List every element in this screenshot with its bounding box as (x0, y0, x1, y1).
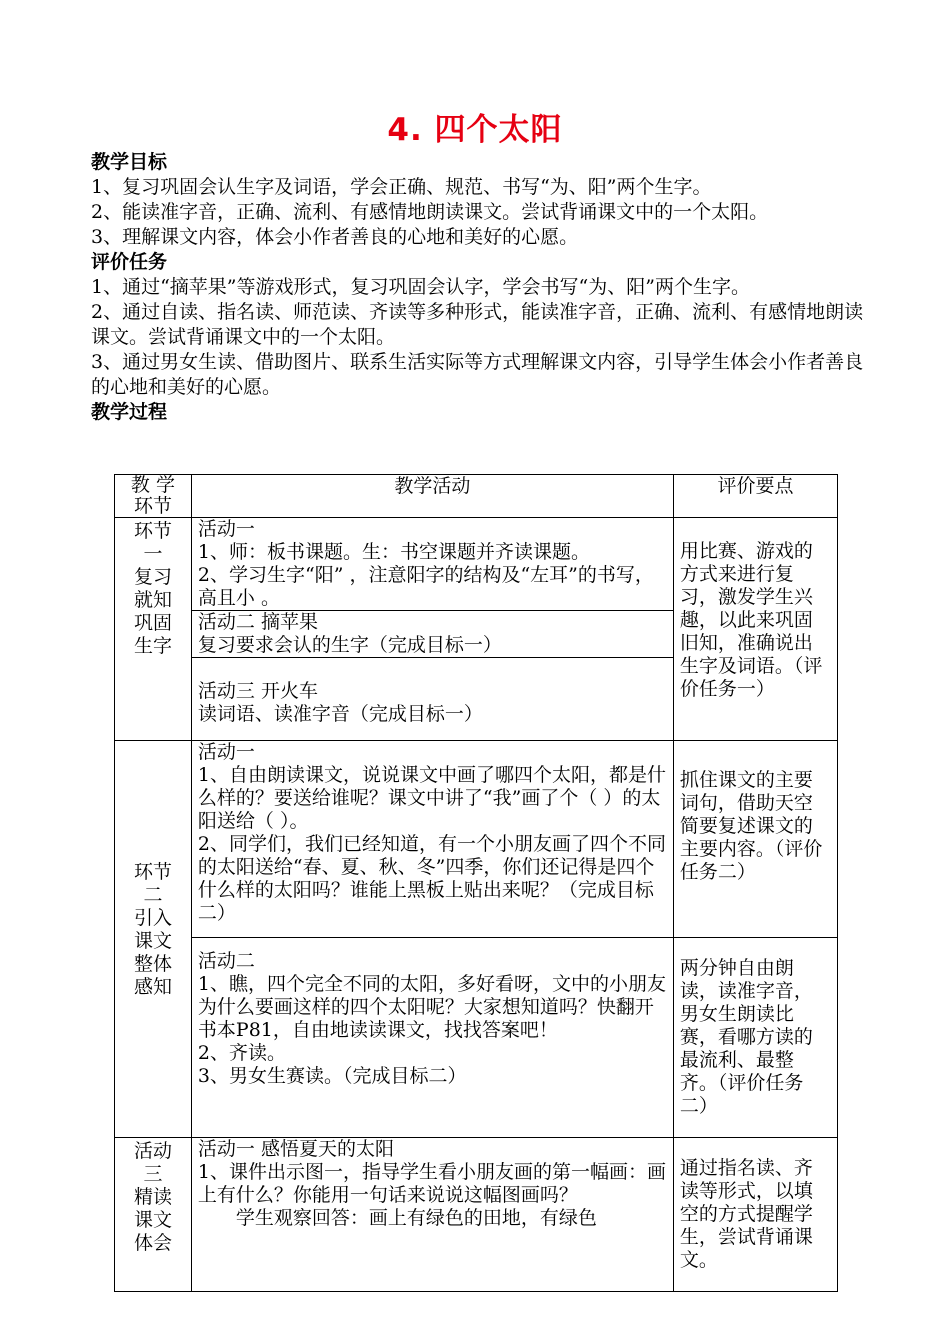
activity-line: 活动二 摘苹果 (197, 611, 318, 633)
evaluation-text: 用比赛、游戏的方式来进行复习，激发学生兴趣，以此来巩固旧知，准确说出生字及词语。（评价任务一） (679, 540, 823, 700)
activity-cell (191, 938, 673, 1138)
goals-heading: 教学目标 (91, 151, 168, 173)
evaluation-cell (673, 938, 837, 1138)
activity-cell (191, 1138, 673, 1292)
activity-line: 活动二 (197, 950, 255, 972)
activity-cell (191, 611, 673, 658)
header-evaluation: 评价要点 (673, 475, 837, 518)
activity-line: 活动三 开火车 (197, 680, 318, 702)
activity-line: 2、齐读。 (197, 1042, 286, 1064)
stage-line: 精读 (133, 1186, 172, 1208)
activity-line: 2、学习生字“阳” ，注意阳字的结构及“左耳”的书写，高且小 。 (197, 564, 654, 609)
stage-cell (115, 741, 192, 1138)
stage-line: 一 (143, 543, 163, 565)
stage-line: 巩固 (133, 612, 172, 634)
stage-line: 体会 (133, 1232, 172, 1254)
activity-cell (191, 658, 673, 741)
stage-line: 生字 (133, 635, 172, 657)
table-row (115, 518, 838, 611)
stage-line: 整体 (133, 953, 172, 975)
activity-line: 活动一 (197, 741, 255, 763)
stage-line: 复习 (133, 566, 172, 588)
activity-line: 1、瞧，四个完全不同的太阳，多好看呀，文中的小朋友为什么要画这样的四个太阳呢？大家想知道吗？快翻开书本P81，自由地读读课文，找找答案吧！ (197, 973, 666, 1041)
evaluation-cell (673, 1138, 837, 1292)
evaluation-text: 通过指名读、齐读等形式，以填空的方式提醒学生，尝试背诵课文。 (679, 1157, 813, 1271)
stage-line: 环节 (133, 520, 172, 542)
table-row (115, 1138, 838, 1292)
stage-line: 二 (143, 884, 163, 906)
tasks-heading: 评价任务 (91, 251, 168, 273)
stage-line: 三 (143, 1163, 163, 1185)
activity-line: 活动一 感悟夏天的太阳 (197, 1138, 394, 1160)
stage-line: 感知 (133, 976, 172, 998)
task-item: 1、通过“摘苹果”等游戏形式，复习巩固会认字，学会书写“为、阳”两个生字。 (91, 276, 750, 298)
stage-line: 就知 (133, 589, 172, 611)
header-stage-line: 环节 (133, 495, 172, 517)
goal-item: 3、理解课文内容，体会小作者善良的心地和美好的心愿。 (91, 226, 579, 248)
header-stage-line: 教 学 (130, 474, 175, 496)
header-activity: 教学活动 (191, 475, 673, 518)
table-row (115, 741, 838, 938)
goal-item: 1、复习巩固会认生字及词语，学会正确、规范、书写“为、阳”两个生字。 (91, 176, 712, 198)
activity-line: 2、同学们，我们已经知道，有一个小朋友画了四个不同的太阳送给“春、夏、秋、冬”四季，你们还记得是四个什么样的太阳吗？谁能上黑板上贴出来呢？（完成目标二） (197, 833, 666, 924)
stage-cell (115, 1138, 192, 1292)
evaluation-text: 两分钟自由朗读，读准字音，男女生朗读比赛，看哪方读的最流利、最整齐。（评价任务二） (679, 957, 813, 1117)
page-title: 4. 四个太阳 (387, 112, 563, 148)
intro-section (91, 150, 871, 425)
process-heading: 教学过程 (91, 401, 168, 423)
activity-line: 1、师：板书课题。生：书空课题并齐读课题。 (197, 541, 590, 563)
table-row (115, 938, 838, 1138)
activity-cell (191, 741, 673, 938)
activity-line: 1、课件出示图一，指导学生看小朋友画的第一幅画：画上有什么？你能用一句话来说说这幅图画吗？ (197, 1161, 666, 1206)
stage-line: 课文 (133, 1209, 172, 1231)
evaluation-cell (673, 741, 837, 938)
activity-line: 复习要求会认的生字（完成目标一） (197, 634, 502, 656)
stage-line: 环节 (133, 861, 172, 883)
activity-line: 1、自由朗读课文，说说课文中画了哪四个太阳，都是什么样的？要送给谁呢？课文中讲了“我”画了个（ ）的太阳送给（ ）。 (197, 764, 666, 832)
evaluation-cell (673, 518, 837, 741)
task-item: 2、通过自读、指名读、师范读、齐读等多种形式，能读准字音，正确、流利、有感情地朗读课文。尝试背诵课文中的一个太阳。 (91, 301, 864, 348)
process-table (114, 474, 838, 1292)
activity-cell (191, 518, 673, 611)
stage-cell (115, 518, 192, 741)
table-header-row (115, 475, 838, 518)
activity-line: 读词语、读准字音（完成目标一） (197, 703, 483, 725)
evaluation-text: 抓住课文的主要词句，借助天空简要复述课文的主要内容。（评价任务二） (679, 769, 823, 883)
stage-line: 引入 (133, 907, 172, 929)
stage-line: 活动 (133, 1140, 172, 1162)
activity-line: 学生观察回答：画上有绿色的田地，有绿色 (235, 1207, 597, 1229)
activity-line: 活动一 (197, 518, 255, 540)
header-stage (115, 475, 192, 518)
stage-line: 课文 (133, 930, 172, 952)
goal-item: 2、能读准字音，正确、流利、有感情地朗读课文。尝试背诵课文中的一个太阳。 (91, 201, 769, 223)
activity-line: 3、男女生赛读。（完成目标二） (197, 1065, 467, 1087)
task-item: 3、通过男女生读、借助图片、联系生活实际等方式理解课文内容，引导学生体会小作者善良的心地和美好的心愿。 (91, 351, 864, 398)
